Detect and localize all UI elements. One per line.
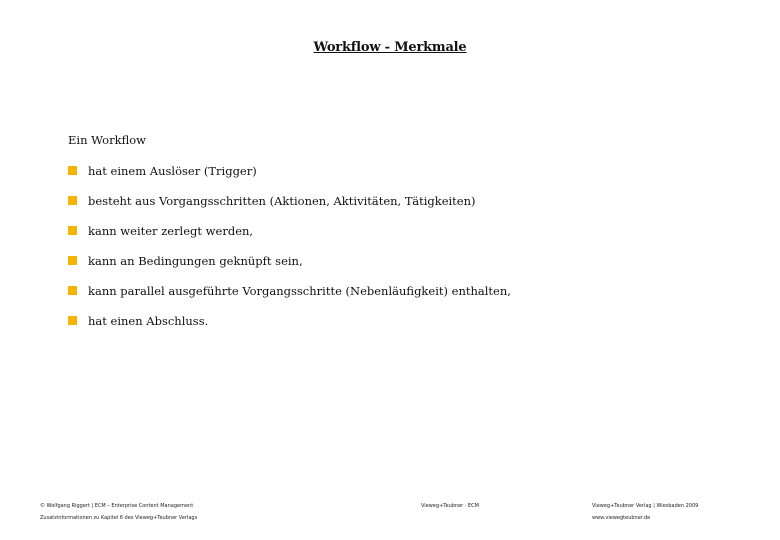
list-item (68, 283, 511, 313)
square-bullet-icon (68, 196, 77, 205)
footer-publisher (592, 500, 698, 524)
footer-website-link[interactable]: www.viewegteubner.de (592, 515, 651, 521)
list-item-text: kann an Bedingungen geknüpft sein, (88, 254, 303, 268)
list-item (68, 223, 511, 253)
footer-copyright-line: © Wolfgang Riggert | ECM – Enterprise Content Management (40, 503, 194, 509)
list-item-text: kann weiter zerlegt werden, (88, 224, 254, 238)
list-item (68, 313, 511, 343)
list-item (68, 163, 511, 193)
square-bullet-icon (68, 286, 77, 295)
page-title: Workflow - Merkmale (313, 40, 467, 55)
list-item-text: kann parallel ausgeführte Vorgangsschritte (Nebenläufigkeit) enthalten, (88, 284, 511, 298)
footer-copyright (40, 500, 197, 524)
list-item-text: besteht aus Vorgangsschritten (Aktionen, Aktivitäten, Tätigkeiten) (88, 194, 476, 208)
list-item-text: hat einem Auslöser (Trigger) (88, 164, 257, 178)
square-bullet-icon (68, 256, 77, 265)
footer-center-text: Vieweg+Teubner · ECM (421, 503, 479, 509)
feature-list (68, 163, 511, 343)
footer-publisher-line: Vieweg+Teubner Verlag | Wiesbaden 2009 (592, 503, 699, 509)
list-item (68, 193, 511, 223)
list-item-text: hat einen Abschluss. (88, 314, 209, 328)
square-bullet-icon (68, 226, 77, 235)
square-bullet-icon (68, 166, 77, 175)
intro-text: Ein Workflow (68, 133, 147, 147)
list-item (68, 253, 511, 283)
square-bullet-icon (68, 316, 77, 325)
footer-info-line: Zusatzinformationen zu Kapitel 6 des Vieweg+Teubner Verlags (40, 515, 198, 521)
